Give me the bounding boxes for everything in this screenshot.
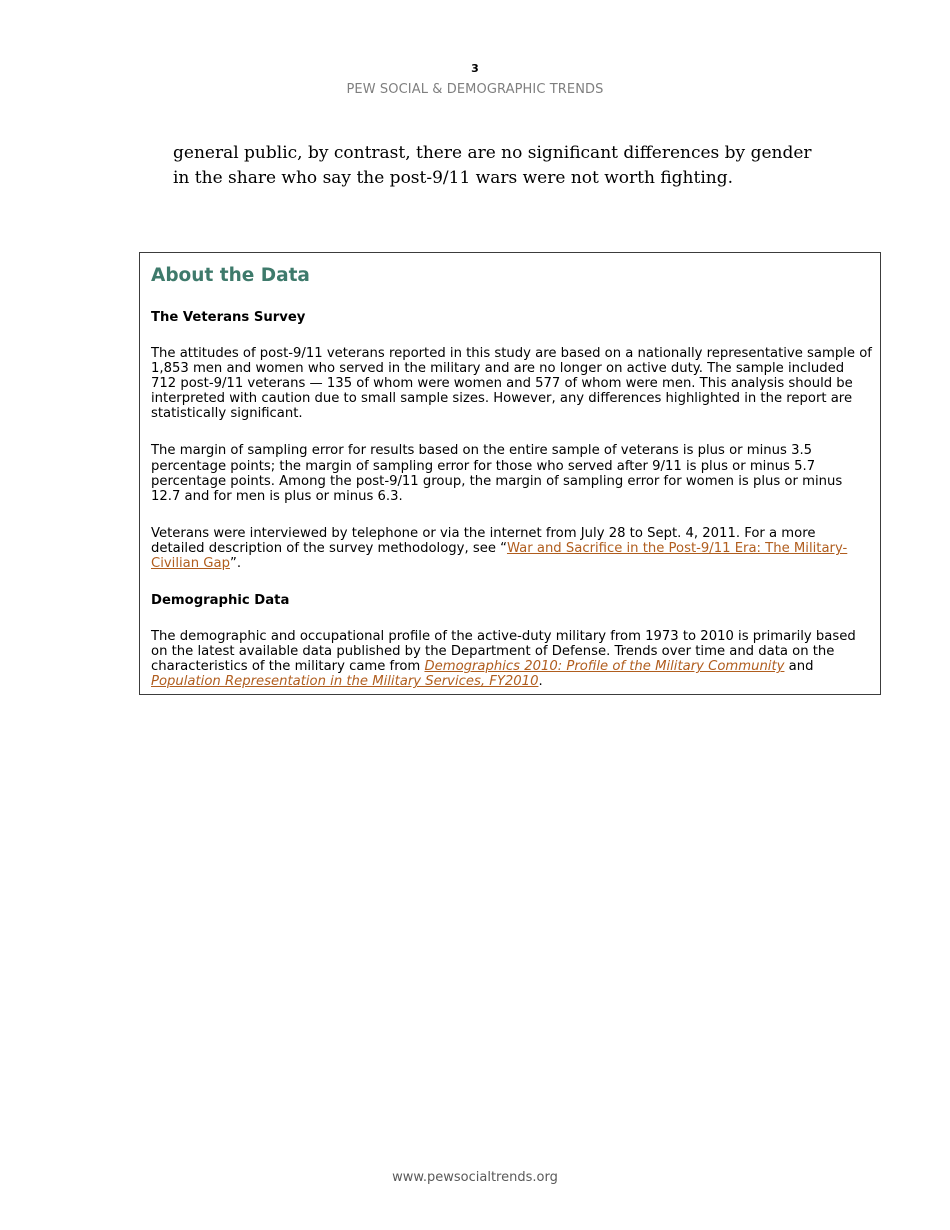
about-the-data-box	[139, 252, 881, 695]
veterans-survey-paragraph-2: The margin of sampling error for results based on the entire sample of veterans is plus or minus 3.5 percentage points; the margin of sampling error for those who served after 9/11 is plus or minus 5.7 percentage points. Among the post-9/11 group, the margin of sampling error for women is plus or minus 12.7 and for men is plus or minus 6.3.	[151, 443, 843, 504]
methodology-text-end: ”.	[229, 556, 242, 572]
demographic-data-paragraph	[151, 629, 873, 689]
page-number: 3	[471, 62, 479, 75]
demographic-data-heading: Demographic Data	[151, 593, 290, 609]
veterans-survey-paragraph-1: The attitudes of post-9/11 veterans reported in this study are based on a nationally representative sample of 1,853 men and women who served in the military and are no longer on active duty. The sample included 712 post-9/11 veterans — 135 of whom were women and 577 of whom were men. This analysis should be interpreted with caution due to small sample sizes. However, any differences highlighted in the report are statistically significant.	[151, 346, 872, 422]
about-box-title: About the Data	[151, 265, 310, 286]
demographic-text: The demographic and occupational profile of the active-duty military from 1973 to 2010 is primarily based on the latest available data published by the Department of Defense. Trends over time and data on the characteristics of the military came from	[151, 629, 856, 675]
footer-website-url[interactable]: www.pewsocialtrends.org	[392, 1170, 558, 1185]
running-header: PEW SOCIAL & DEMOGRAPHIC TRENDS	[346, 82, 604, 97]
methodology-text: Veterans were interviewed by telephone or via the internet from July 28 to Sept. 4, 2011. For a more detailed description of the survey methodology, see “	[151, 525, 816, 556]
population-representation-link[interactable]: Population Representation in the Military Services, FY2010	[151, 674, 539, 690]
demographics-2010-link[interactable]: Demographics 2010: Profile of the Military Community	[424, 659, 785, 675]
demographic-text-end: .	[538, 674, 543, 690]
veterans-survey-heading: The Veterans Survey	[151, 310, 306, 325]
veterans-survey-paragraph-3	[151, 526, 873, 571]
demographic-text-and: and	[784, 659, 814, 675]
methodology-report-link[interactable]: War and Sacrifice in the Post-9/11 Era: The Military-Civilian Gap	[151, 540, 848, 572]
continuation-paragraph: general public, by contrast, there are no significant differences by gender in the share who say the post-9/11 wars were not worth fighting.	[173, 143, 812, 188]
about-box-content	[151, 264, 873, 690]
